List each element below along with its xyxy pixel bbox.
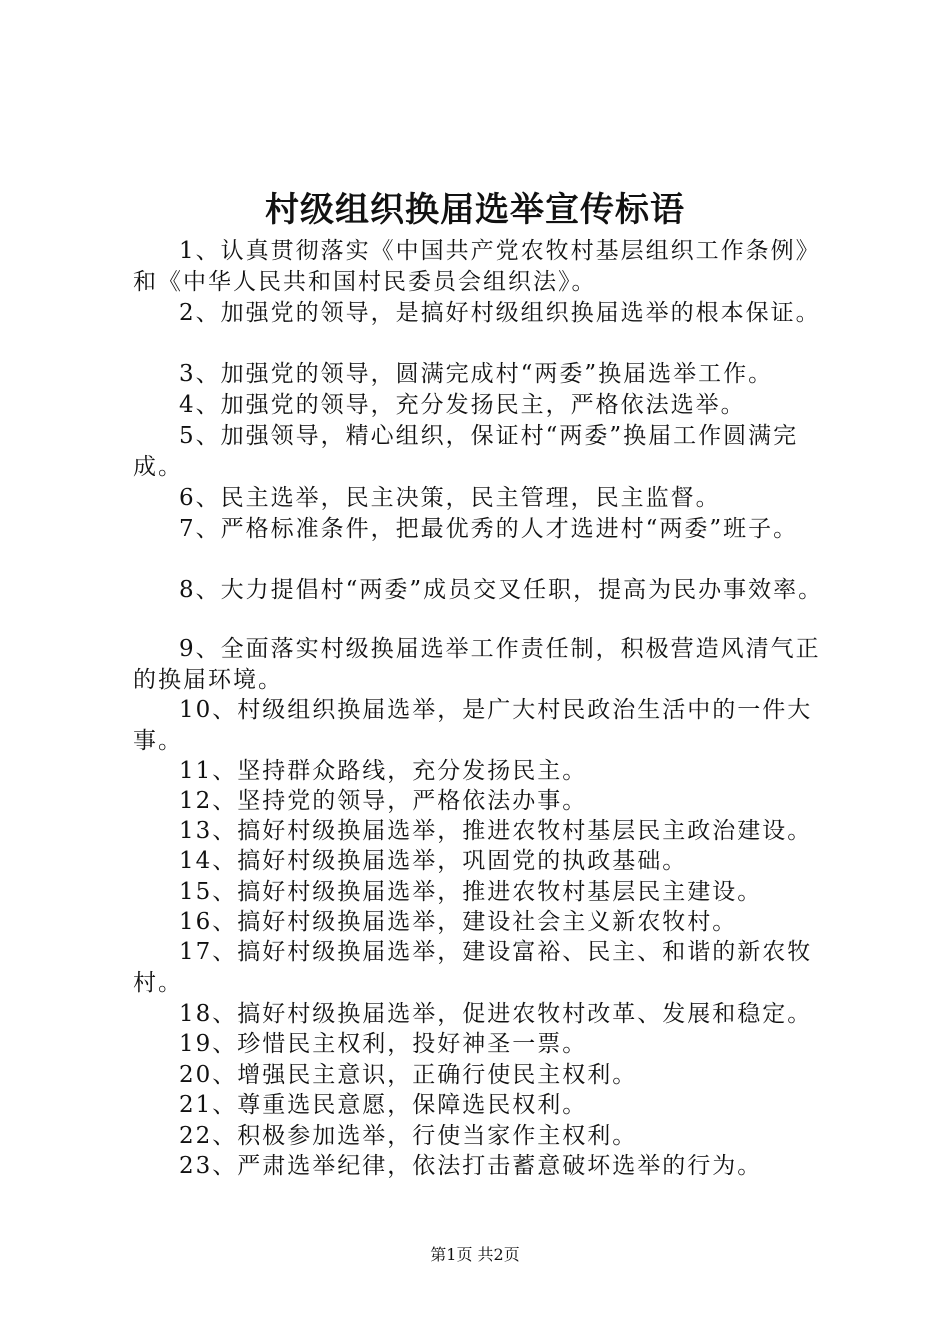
slogan-item-10: 10、村级组织换届选举，是广大村民政治生活中的一件大事。 [133, 697, 813, 754]
slogan-item-7: 7、严格标准条件，把最优秀的人才选进村“两委”班子。 [179, 516, 799, 542]
slogan-item-23: 23、严肃选举纪律，依法打击蓄意破坏选举的行为。 [179, 1153, 763, 1179]
slogan-item-5: 5、加强领导，精心组织，保证村“两委”换届工作圆满完成。 [133, 423, 799, 480]
slogan-item-9: 9、全面落实村级换届选举工作责任制，积极营造风清气正的换届环境。 [133, 636, 821, 693]
slogan-item-1: 1、认真贯彻落实《中国共产党农牧村基层组织工作条例》和《中华人民共和国村民委员会组织法》。 [133, 238, 821, 295]
slogan-item-6: 6、民主选举，民主决策，民主管理，民主监督。 [179, 485, 721, 511]
slogan-item-15: 15、搞好村级换届选举，推进农牧村基层民主建设。 [179, 879, 763, 905]
slogan-item-16: 16、搞好村级换届选举，建设社会主义新农牧村。 [179, 909, 738, 935]
slogan-item-3: 3、加强党的领导，圆满完成村“两委”换届选举工作。 [179, 361, 774, 387]
slogan-item-2: 2、加强党的领导，是搞好村级组织换届选举的根本保证。 [179, 300, 821, 326]
slogan-item-8: 8、大力提倡村“两委”成员交叉任职，提高为民办事效率。 [179, 577, 824, 603]
slogan-item-19: 19、珍惜民主权利，投好神圣一票。 [179, 1031, 588, 1057]
slogan-item-11: 11、坚持群众路线，充分发扬民主。 [179, 758, 588, 784]
slogan-item-22: 22、积极参加选举，行使当家作主权利。 [179, 1123, 638, 1149]
slogan-item-21: 21、尊重选民意愿，保障选民权利。 [179, 1092, 588, 1118]
page-number-footer: 第1页 共2页 [430, 1245, 520, 1264]
document-title: 村级组织换届选举宣传标语 [265, 190, 685, 230]
slogan-item-14: 14、搞好村级换届选举，巩固党的执政基础。 [179, 848, 688, 874]
slogan-item-13: 13、搞好村级换届选举，推进农牧村基层民主政治建设。 [179, 818, 813, 844]
slogan-item-17: 17、搞好村级换届选举，建设富裕、民主、和谐的新农牧村。 [133, 939, 813, 996]
slogan-item-18: 18、搞好村级换届选举，促进农牧村改革、发展和稳定。 [179, 1001, 813, 1027]
slogan-item-4: 4、加强党的领导，充分发扬民主，严格依法选举。 [179, 392, 746, 418]
slogan-item-20: 20、增强民主意识，正确行使民主权利。 [179, 1062, 638, 1088]
slogan-item-12: 12、坚持党的领导，严格依法办事。 [179, 788, 588, 814]
